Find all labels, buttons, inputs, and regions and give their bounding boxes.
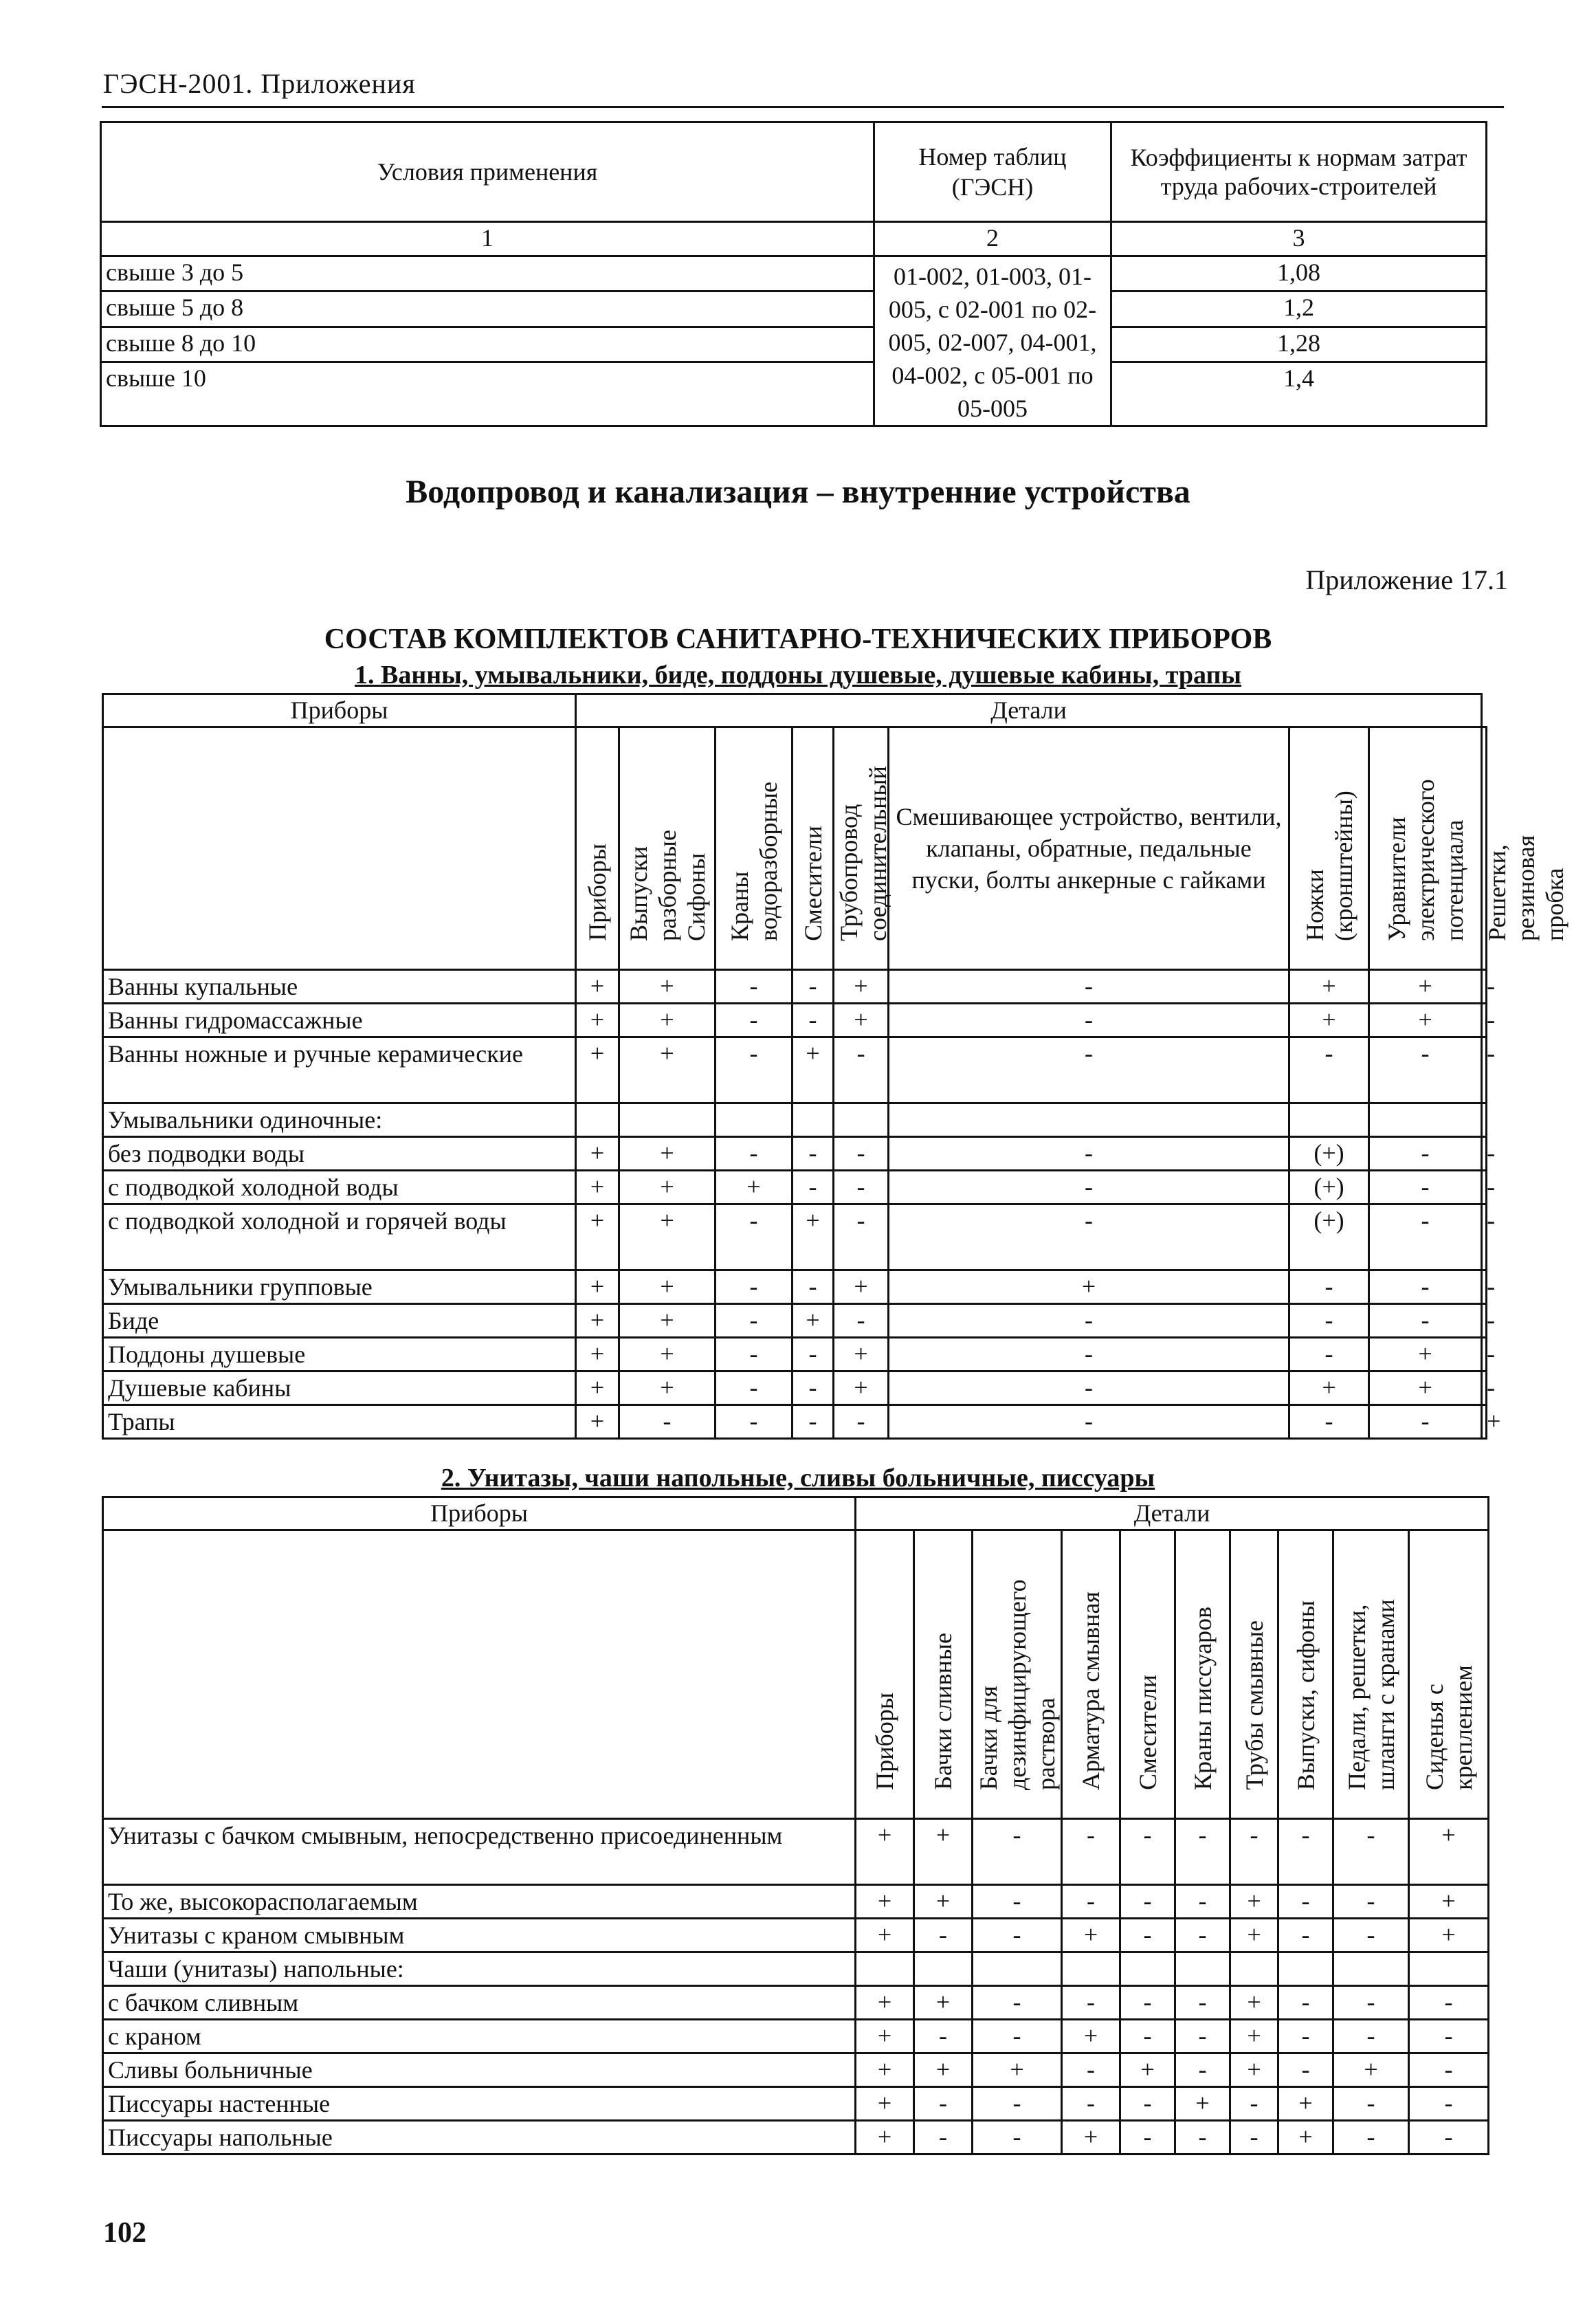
row-mark: -: [793, 1004, 834, 1037]
row-mark: -: [793, 1137, 834, 1171]
appendix-label: Приложение 17.1: [1305, 564, 1508, 595]
row-mark: -: [1120, 1819, 1175, 1885]
row-mark: [576, 1103, 619, 1137]
row-mark: -: [1278, 1885, 1333, 1919]
row-mark: [1369, 1103, 1482, 1137]
table-row: [103, 1270, 1487, 1304]
table1-col-header: Трубопровод соединительный: [834, 727, 889, 970]
row-mark: +: [1062, 2121, 1120, 2155]
row-mark: -: [1289, 1270, 1369, 1304]
table2-col-header: Смесители: [1120, 1530, 1175, 1819]
coef-colnum: 2: [874, 222, 1111, 256]
row-mark: -: [1062, 2087, 1120, 2121]
row-mark: -: [1289, 1405, 1369, 1439]
row-mark: +: [1175, 2087, 1230, 2121]
row-mark: -: [889, 1304, 1289, 1338]
row-mark: +: [856, 1819, 914, 1885]
table2-group-details: Детали: [856, 1497, 1489, 1530]
row-mark: -: [1333, 1885, 1409, 1919]
table1-col-header: Уравнители электрического потенциала: [1369, 727, 1482, 970]
row-mark: [1289, 1103, 1369, 1137]
row-mark: -: [1482, 1137, 1487, 1171]
row-mark: -: [1175, 2121, 1230, 2155]
row-mark: +: [1230, 2053, 1278, 2087]
coef-value: 1,28: [1111, 327, 1487, 362]
row-mark: +: [619, 1171, 716, 1204]
row-device-name: с подводкой холодной воды: [103, 1171, 576, 1204]
row-mark: +: [914, 1885, 973, 1919]
table1-col-header: Ножки (кронштейны): [1289, 727, 1369, 970]
row-mark: +: [1230, 1919, 1278, 1952]
row-mark: +: [973, 2053, 1062, 2087]
row-device-name: Унитазы с бачком смывным, непосредственно присоединенным: [103, 1819, 856, 1885]
table-row: [103, 2121, 1489, 2155]
row-mark: +: [1278, 2087, 1333, 2121]
row-device-name: Унитазы с краном смывным: [103, 1919, 856, 1952]
row-mark: [914, 1952, 973, 1986]
row-mark: [1062, 1952, 1120, 1986]
row-mark: -: [834, 1405, 889, 1439]
table1-group-devices: Приборы: [103, 694, 576, 727]
row-mark: +: [856, 1919, 914, 1952]
row-mark: +: [1289, 970, 1369, 1004]
row-mark: +: [793, 1304, 834, 1338]
row-mark: +: [1062, 1919, 1120, 1952]
row-mark: -: [1278, 1986, 1333, 2020]
table-row: [103, 1004, 1487, 1037]
table1: [102, 693, 1569, 1440]
table-row: [103, 1338, 1487, 1371]
row-mark: -: [716, 1304, 793, 1338]
row-mark: +: [1409, 1819, 1489, 1885]
row-mark: +: [856, 2121, 914, 2155]
coef-value: 1,08: [1111, 256, 1487, 291]
table1-col-header: Смесители: [793, 727, 834, 970]
row-mark: -: [1369, 1270, 1482, 1304]
row-device-name: с бачком сливным: [103, 1986, 856, 2020]
table2-col-header: Бачки для дезинфицирующего раствора: [973, 1530, 1062, 1819]
row-mark: +: [793, 1037, 834, 1103]
row-device-name: Умывальники групповые: [103, 1270, 576, 1304]
row-mark: +: [576, 1304, 619, 1338]
row-device-name: Поддоны душевые: [103, 1338, 576, 1371]
table-row: [103, 1204, 1487, 1270]
row-mark: [1278, 1952, 1333, 1986]
coef-colnum: 3: [1111, 222, 1487, 256]
table1-col-header: Решетки, резиновая пробка: [1482, 727, 1487, 970]
row-mark: -: [1333, 1919, 1409, 1952]
header-rule: [102, 106, 1504, 108]
row-mark: -: [1333, 1819, 1409, 1885]
row-mark: -: [1482, 970, 1487, 1004]
row-device-name: Чаши (унитазы) напольные:: [103, 1952, 856, 1986]
row-mark: -: [834, 1204, 889, 1270]
row-mark: -: [793, 1371, 834, 1405]
row-mark: -: [1482, 1270, 1487, 1304]
row-mark: -: [1175, 2020, 1230, 2053]
row-mark: +: [793, 1204, 834, 1270]
coef-condition: свыше 5 до 8: [101, 291, 874, 327]
row-mark: +: [1409, 1885, 1489, 1919]
table-row: [103, 1819, 1489, 1885]
row-mark: [619, 1103, 716, 1137]
row-mark: [1120, 1952, 1175, 1986]
row-mark: -: [1175, 1819, 1230, 1885]
row-mark: -: [1333, 2121, 1409, 2155]
row-mark: -: [1230, 1819, 1278, 1885]
row-device-name: То же, высокорасполагаемым: [103, 1885, 856, 1919]
row-mark: +: [1289, 1004, 1369, 1037]
row-mark: [716, 1103, 793, 1137]
coef-condition: свыше 10: [101, 362, 874, 426]
coef-header-tables: Номер таблиц (ГЭСН): [874, 122, 1111, 222]
row-mark: +: [619, 1371, 716, 1405]
row-mark: -: [1333, 1986, 1409, 2020]
row-mark: [793, 1103, 834, 1137]
table1-group-details: Детали: [576, 694, 1482, 727]
table2-col-header: Педали, решетки, шланги с кранами: [1333, 1530, 1409, 1819]
row-mark: +: [1369, 1004, 1482, 1037]
coef-value: 1,4: [1111, 362, 1487, 426]
row-mark: -: [1120, 2087, 1175, 2121]
row-mark: -: [1482, 1338, 1487, 1371]
row-mark: -: [716, 1371, 793, 1405]
coef-tables-ref: 01-002, 01-003, 01-005, с 02-001 по 02-005, 02-007, 04-001, 04-002, с 05-001 по 05-005: [874, 256, 1111, 426]
row-mark: -: [1482, 1037, 1487, 1103]
row-mark: -: [889, 970, 1289, 1004]
row-mark: +: [856, 1885, 914, 1919]
table2-title: 2. Унитазы, чаши напольные, сливы больничные, писсуары: [441, 1464, 1155, 1492]
row-mark: (+): [1289, 1204, 1369, 1270]
row-mark: -: [1482, 1004, 1487, 1037]
coef-header-coefficients: Коэффициенты к нормам затрат труда рабочих-строителей: [1111, 122, 1487, 222]
row-mark: -: [1120, 1919, 1175, 1952]
row-mark: +: [1230, 1885, 1278, 1919]
running-header: ГЭСН-2001. Приложения: [103, 68, 416, 99]
row-mark: [973, 1952, 1062, 1986]
table-row: [103, 2053, 1489, 2087]
row-mark: -: [1289, 1037, 1369, 1103]
table2-col-header: Трубы смывные: [1230, 1530, 1278, 1819]
row-mark: [1175, 1952, 1230, 1986]
row-mark: +: [856, 2053, 914, 2087]
row-mark: -: [1482, 1304, 1487, 1338]
row-mark: -: [716, 1204, 793, 1270]
table2-group-devices: Приборы: [103, 1497, 856, 1530]
row-mark: +: [1333, 2053, 1409, 2087]
row-mark: -: [889, 1405, 1289, 1439]
row-mark: +: [576, 1037, 619, 1103]
row-device-name: Умывальники одиночные:: [103, 1103, 576, 1137]
row-mark: -: [716, 1405, 793, 1439]
row-mark: -: [716, 1338, 793, 1371]
row-mark: -: [889, 1338, 1289, 1371]
row-mark: -: [1230, 2121, 1278, 2155]
row-mark: +: [576, 1171, 619, 1204]
table-row: [103, 1304, 1487, 1338]
row-mark: -: [889, 1204, 1289, 1270]
row-mark: +: [1369, 1371, 1482, 1405]
row-device-name: Ванны гидромассажные: [103, 1004, 576, 1037]
row-mark: -: [793, 1171, 834, 1204]
row-mark: -: [973, 1819, 1062, 1885]
row-mark: [889, 1103, 1289, 1137]
row-mark: -: [619, 1405, 716, 1439]
row-mark: -: [914, 2087, 973, 2121]
row-mark: +: [1278, 2121, 1333, 2155]
row-mark: -: [1369, 1204, 1482, 1270]
row-mark: -: [1482, 1371, 1487, 1405]
table-row: [103, 1103, 1487, 1137]
row-mark: -: [914, 1919, 973, 1952]
row-mark: -: [834, 1304, 889, 1338]
row-mark: -: [1120, 1986, 1175, 2020]
row-mark: -: [793, 1270, 834, 1304]
row-device-name: Сливы больничные: [103, 2053, 856, 2087]
row-mark: +: [834, 1270, 889, 1304]
row-mark: +: [716, 1171, 793, 1204]
row-mark: +: [576, 1338, 619, 1371]
page-number: 102: [103, 2217, 146, 2249]
row-mark: +: [1120, 2053, 1175, 2087]
row-device-name: Ванны ножные и ручные керамические: [103, 1037, 576, 1103]
row-mark: -: [834, 1137, 889, 1171]
row-mark: -: [1369, 1037, 1482, 1103]
table1-col-header: Приборы: [576, 727, 619, 970]
row-mark: -: [973, 2121, 1062, 2155]
coef-value: 1,2: [1111, 291, 1487, 327]
row-mark: -: [914, 2121, 973, 2155]
row-mark: -: [1175, 1986, 1230, 2020]
table-row: [103, 1405, 1487, 1439]
table1-col-header: Выпуски разборные Сифоны: [619, 727, 716, 970]
table2-col-header: Бачки сливные: [914, 1530, 973, 1819]
table2-col-header: Приборы: [856, 1530, 914, 1819]
row-mark: -: [973, 1885, 1062, 1919]
row-mark: -: [1120, 1885, 1175, 1919]
row-mark: [1333, 1952, 1409, 1986]
table2: [102, 1496, 1489, 2155]
row-mark: -: [1278, 2020, 1333, 2053]
row-mark: -: [716, 1004, 793, 1037]
row-mark: -: [1409, 2053, 1489, 2087]
row-mark: -: [1482, 1204, 1487, 1270]
row-mark: +: [619, 1037, 716, 1103]
row-mark: +: [619, 970, 716, 1004]
row-mark: +: [1409, 1919, 1489, 1952]
row-mark: -: [973, 1919, 1062, 1952]
row-mark: -: [716, 1137, 793, 1171]
row-mark: +: [856, 1986, 914, 2020]
row-mark: -: [889, 1004, 1289, 1037]
row-mark: -: [1333, 2020, 1409, 2053]
row-mark: +: [914, 2053, 973, 2087]
row-mark: +: [1230, 2020, 1278, 2053]
row-mark: -: [1120, 2020, 1175, 2053]
coef-colnum: 1: [101, 222, 874, 256]
row-mark: -: [1289, 1304, 1369, 1338]
row-mark: -: [793, 1405, 834, 1439]
row-mark: -: [889, 1037, 1289, 1103]
row-mark: -: [1369, 1405, 1482, 1439]
row-mark: +: [834, 1004, 889, 1037]
row-mark: [1230, 1952, 1278, 1986]
row-device-name: Ванны купальные: [103, 970, 576, 1004]
row-mark: -: [1369, 1137, 1482, 1171]
row-mark: -: [1230, 2087, 1278, 2121]
row-mark: +: [576, 1270, 619, 1304]
row-mark: +: [576, 1405, 619, 1439]
row-mark: (+): [1289, 1171, 1369, 1204]
row-mark: +: [619, 1304, 716, 1338]
row-mark: +: [619, 1204, 716, 1270]
row-mark: -: [1175, 1919, 1230, 1952]
row-mark: +: [1062, 2020, 1120, 2053]
row-mark: -: [973, 1986, 1062, 2020]
table2-col-header: Краны писсуаров: [1175, 1530, 1230, 1819]
row-mark: -: [973, 2087, 1062, 2121]
row-mark: -: [889, 1171, 1289, 1204]
table-row: [103, 1037, 1487, 1103]
row-mark: -: [793, 970, 834, 1004]
row-device-name: Трапы: [103, 1405, 576, 1439]
row-device-name: Писсуары напольные: [103, 2121, 856, 2155]
row-mark: +: [576, 1371, 619, 1405]
row-mark: +: [576, 1204, 619, 1270]
row-mark: +: [619, 1338, 716, 1371]
row-mark: -: [889, 1371, 1289, 1405]
row-mark: -: [973, 2020, 1062, 2053]
table-row: [103, 1137, 1487, 1171]
row-mark: [856, 1952, 914, 1986]
row-mark: -: [1175, 2053, 1230, 2087]
row-mark: -: [1409, 2087, 1489, 2121]
row-device-name: Писсуары настенные: [103, 2087, 856, 2121]
row-mark: [834, 1103, 889, 1137]
row-mark: -: [834, 1171, 889, 1204]
table2-col-header: Выпуски, сифоны: [1278, 1530, 1333, 1819]
row-mark: -: [716, 1037, 793, 1103]
row-mark: -: [914, 2020, 973, 2053]
table1-col-header-mixing: Смешивающее устройство, вентили, клапаны, обратные, педальные пуски, болты анкерные с гайками: [889, 727, 1289, 970]
row-mark: -: [834, 1037, 889, 1103]
row-mark: +: [834, 970, 889, 1004]
table1-title: 1. Ванны, умывальники, биде, поддоны душевые, душевые кабины, трапы: [354, 661, 1242, 690]
row-mark: +: [619, 1004, 716, 1037]
table2-col-header: Арматура смывная: [1062, 1530, 1120, 1819]
row-mark: -: [1278, 1819, 1333, 1885]
row-device-name: без подводки воды: [103, 1137, 576, 1171]
coef-table: [100, 121, 1487, 427]
row-mark: +: [1482, 1405, 1487, 1439]
row-mark: (+): [1289, 1137, 1369, 1171]
section-title: Водопровод и канализация – внутренние устройства: [406, 474, 1190, 510]
row-mark: +: [834, 1371, 889, 1405]
row-mark: -: [889, 1137, 1289, 1171]
row-device-name: Душевые кабины: [103, 1371, 576, 1405]
row-mark: +: [619, 1137, 716, 1171]
row-mark: +: [856, 2087, 914, 2121]
row-device-name: с краном: [103, 2020, 856, 2053]
row-mark: -: [1482, 1171, 1487, 1204]
row-mark: +: [889, 1270, 1289, 1304]
row-mark: +: [914, 1986, 973, 2020]
table-row: [103, 1952, 1489, 1986]
table2-col-header: Сиденья с креплением: [1409, 1530, 1489, 1819]
row-mark: [1482, 1103, 1487, 1137]
row-mark: -: [716, 1270, 793, 1304]
row-mark: -: [1409, 2121, 1489, 2155]
table-row: [103, 1986, 1489, 2020]
table-row: [103, 2087, 1489, 2121]
row-mark: [1409, 1952, 1489, 1986]
row-mark: +: [834, 1338, 889, 1371]
row-mark: -: [1175, 1885, 1230, 1919]
row-device-name: с подводкой холодной и горячей воды: [103, 1204, 576, 1270]
row-mark: -: [1409, 2020, 1489, 2053]
table-row: [103, 970, 1487, 1004]
row-mark: -: [1062, 1819, 1120, 1885]
row-mark: +: [619, 1270, 716, 1304]
row-mark: -: [1278, 1919, 1333, 1952]
row-mark: -: [1369, 1171, 1482, 1204]
row-mark: +: [914, 1819, 973, 1885]
coef-header-conditions: Условия применения: [101, 122, 874, 222]
row-mark: +: [576, 1137, 619, 1171]
row-mark: -: [1409, 1986, 1489, 2020]
row-mark: -: [1333, 2087, 1409, 2121]
coef-condition: свыше 3 до 5: [101, 256, 874, 291]
row-mark: +: [1369, 970, 1482, 1004]
coef-condition: свыше 8 до 10: [101, 327, 874, 362]
row-mark: -: [1062, 1885, 1120, 1919]
table2-header-blank: [103, 1530, 856, 1819]
row-mark: -: [1062, 2053, 1120, 2087]
row-mark: -: [793, 1338, 834, 1371]
row-mark: -: [1278, 2053, 1333, 2087]
row-mark: -: [1369, 1304, 1482, 1338]
row-mark: +: [1289, 1371, 1369, 1405]
table-row: [103, 1371, 1487, 1405]
row-mark: +: [576, 970, 619, 1004]
table1-col-header: Краны водоразборные: [716, 727, 793, 970]
row-device-name: Биде: [103, 1304, 576, 1338]
table-row: [103, 1171, 1487, 1204]
row-mark: -: [1062, 1986, 1120, 2020]
row-mark: -: [1289, 1338, 1369, 1371]
table-row: [103, 2020, 1489, 2053]
row-mark: -: [716, 970, 793, 1004]
row-mark: +: [856, 2020, 914, 2053]
row-mark: +: [1230, 1986, 1278, 2020]
table-row: [103, 1885, 1489, 1919]
table-row: [103, 1919, 1489, 1952]
table1-header-blank: [103, 727, 576, 970]
row-mark: +: [1369, 1338, 1482, 1371]
row-mark: +: [576, 1004, 619, 1037]
main-title: СОСТАВ КОМПЛЕКТОВ САНИТАРНО-ТЕХНИЧЕСКИХ ПРИБОРОВ: [324, 624, 1272, 655]
row-mark: -: [1120, 2121, 1175, 2155]
